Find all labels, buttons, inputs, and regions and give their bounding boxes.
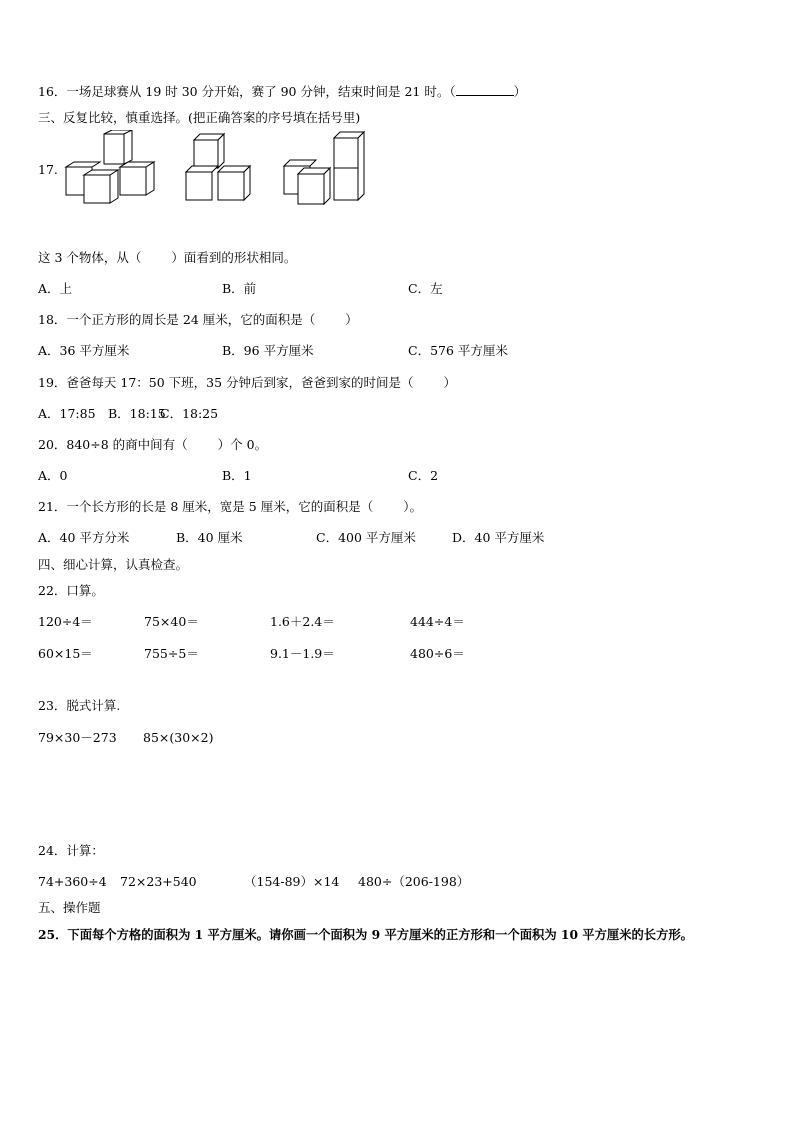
q24-item-3: （154-89）×14 — [244, 874, 340, 889]
q20-option-b: B．1 — [222, 468, 252, 483]
q17-stem — [38, 250, 296, 266]
q22-r1-c2: 75×40＝ — [144, 614, 199, 629]
q22-title: 22．口算。 — [38, 583, 104, 598]
q19-option-a: A．17:85 — [38, 406, 96, 421]
cube-figure-2 — [186, 134, 250, 200]
q17-number: 17. — [38, 162, 58, 177]
q23-title: 23．脱式计算. — [38, 698, 121, 713]
q22-r2-c2: 755÷5＝ — [144, 646, 199, 661]
q21-stem-start: 21．一个长方形的长是 8 厘米，宽是 5 厘米，它的面积是（ — [38, 499, 374, 514]
cube-figure-1 — [66, 130, 154, 203]
q21-stem-end: ）。 — [403, 499, 422, 514]
q19-stem — [38, 375, 456, 391]
cube-figure-3 — [284, 132, 364, 204]
q19-option-c: C．18:25 — [160, 406, 219, 421]
section-4-heading: 四、细心计算，认真检查。 — [38, 557, 189, 572]
q20-stem-start: 20．840÷8 的商中间有（ — [38, 437, 188, 452]
q21-option-b: B．40 厘米 — [176, 530, 243, 545]
q17-stem-end: ）面看到的形状相同。 — [171, 250, 297, 265]
q17-option-a: A．上 — [38, 281, 73, 296]
q22-r1-c3: 1.6＋2.4＝ — [270, 614, 335, 629]
q19-stem-start: 19．爸爸每天 17：50 下班，35 分钟后到家，爸爸到家的时间是（ — [38, 375, 414, 390]
q18-stem-start: 18．一个正方形的周长是 24 厘米，它的面积是（ — [38, 312, 316, 327]
section-5-heading: 五、操作题 — [38, 900, 101, 915]
q17-option-c: C．左 — [408, 281, 443, 296]
q21-stem — [38, 499, 422, 515]
q18-stem — [38, 312, 358, 328]
q20-option-c: C．2 — [408, 468, 439, 483]
q16-answer-blank[interactable] — [456, 84, 514, 96]
q22-r1-c1: 120÷4＝ — [38, 614, 93, 629]
q22-r2-c3: 9.1－1.9＝ — [270, 646, 335, 661]
q18-option-c: C．576 平方厘米 — [408, 343, 508, 358]
q19-stem-end: ） — [443, 375, 457, 390]
q18-option-a: A．36 平方厘米 — [38, 343, 130, 358]
q19-option-b: B．18:15 — [108, 406, 166, 421]
q21-option-a: A．40 平方分米 — [38, 530, 130, 545]
q16-line — [38, 84, 526, 100]
q21-option-d: D．40 平方厘米 — [452, 530, 545, 545]
q20-stem-end: ）个 0。 — [217, 437, 268, 452]
q22-r2-c4: 480÷6＝ — [410, 646, 465, 661]
q16-close: ） — [513, 84, 527, 99]
q20-stem — [38, 437, 267, 453]
q25-text: 25．下面每个方格的面积为 1 平方厘米。请你画一个面积为 9 平方厘米的正方形和一个面积为 10 平方厘米的长方形。 — [38, 927, 693, 942]
q22-r2-c1: 60×15＝ — [38, 646, 93, 661]
section-3-heading: 三、反复比较，慎重选择。(把正确答案的序号填在括号里) — [38, 110, 361, 125]
q24-title: 24．计算： — [38, 843, 104, 858]
q23-item-2: 85×(30×2) — [143, 730, 214, 745]
q18-option-b: B．96 平方厘米 — [222, 343, 314, 358]
q24-item-4: 480÷（206-198） — [358, 874, 470, 889]
q20-option-a: A．0 — [38, 468, 68, 483]
q17-option-b: B．前 — [222, 281, 257, 296]
q24-item-2: 72×23+540 — [120, 874, 197, 889]
q17-cube-figures — [62, 130, 392, 210]
q24-item-1: 74+360÷4 — [38, 874, 107, 889]
q23-item-1: 79×30－273 — [38, 730, 117, 745]
q21-option-c: C．400 平方厘米 — [316, 530, 416, 545]
q18-stem-end: ） — [345, 312, 358, 327]
q17-stem-start: 这 3 个物体，从（ — [38, 250, 142, 265]
q16-text: 16．一场足球赛从 19 时 30 分开始，赛了 90 分钟，结束时间是 21 时。（ — [38, 84, 456, 99]
q22-r1-c4: 444÷4＝ — [410, 614, 465, 629]
